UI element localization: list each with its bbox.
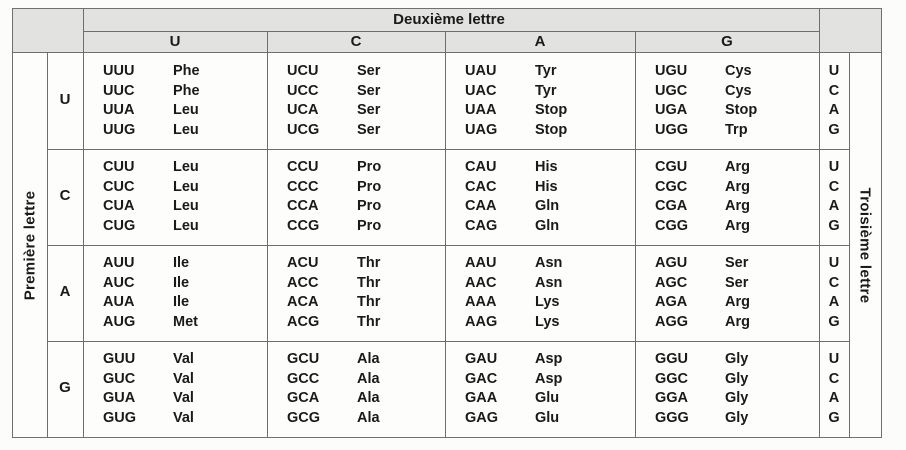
amino-acid: Gln xyxy=(535,217,560,234)
codon: GGC xyxy=(655,370,689,387)
codon: CCG xyxy=(287,217,320,234)
codon-entry xyxy=(655,121,815,141)
codon: GUU xyxy=(103,351,136,367)
codon-entry xyxy=(287,409,441,429)
amino-acid: Glu xyxy=(535,409,560,426)
codon: CUA xyxy=(103,198,135,214)
amino-acid: Leu xyxy=(173,217,199,234)
amino-acid: Ser xyxy=(357,63,381,79)
amino-acid: Ser xyxy=(725,255,749,271)
first-letter-label: Première lettre xyxy=(21,190,39,300)
first-letter-A: A xyxy=(59,283,71,300)
amino-acid: Thr xyxy=(357,313,381,330)
codon: ACA xyxy=(287,294,319,310)
amino-acid: Thr xyxy=(357,274,381,291)
amino-acid: Lys xyxy=(535,294,560,310)
codon: UCA xyxy=(287,102,319,118)
codon: CAG xyxy=(465,217,498,234)
codon-entry xyxy=(287,121,441,141)
amino-acid: Val xyxy=(173,409,194,426)
codon-entry xyxy=(103,178,263,198)
amino-acid: Gly xyxy=(725,370,749,387)
codon-entry xyxy=(287,158,441,178)
codon: GAC xyxy=(465,370,498,387)
amino-acid: Phe xyxy=(173,63,200,79)
codon-entry xyxy=(655,370,815,390)
amino-acid: Thr xyxy=(357,255,381,271)
codon-entry xyxy=(465,158,631,178)
codon-entry xyxy=(465,293,631,313)
codon: UGG xyxy=(655,121,689,138)
codon-entry xyxy=(655,389,815,409)
codon: AUA xyxy=(103,294,135,310)
codon-cell xyxy=(287,53,441,149)
codon: CCU xyxy=(287,159,319,175)
codon: UCG xyxy=(287,121,320,138)
codon-entry xyxy=(287,254,441,274)
third-letter-column xyxy=(819,53,849,149)
third-letter-label: Troisième lettre xyxy=(856,187,874,303)
third-letter-A: A xyxy=(828,390,840,406)
amino-acid: Pro xyxy=(357,178,382,195)
codon: ACU xyxy=(287,255,319,271)
third-letter-column xyxy=(819,341,849,437)
amino-acid: Pro xyxy=(357,217,382,234)
codon: CAC xyxy=(465,178,497,195)
codon-cell xyxy=(103,149,263,245)
third-letter-G: G xyxy=(828,409,840,426)
amino-acid: Asp xyxy=(535,370,563,387)
first-letter-C: C xyxy=(59,187,71,204)
codon-entry xyxy=(287,274,441,294)
second-letter-C: C xyxy=(350,33,362,50)
amino-acid: Asn xyxy=(535,255,563,271)
third-letter-G: G xyxy=(828,121,840,138)
codon-entry xyxy=(655,101,815,121)
codon-entry xyxy=(465,197,631,217)
genetic-code-table xyxy=(12,8,882,438)
codon: GAG xyxy=(465,409,499,426)
codon-entry xyxy=(287,101,441,121)
codon: CUG xyxy=(103,217,136,234)
amino-acid: Ile xyxy=(173,274,190,291)
third-letter-G: G xyxy=(828,217,840,234)
codon-entry xyxy=(287,62,441,82)
codon: GUG xyxy=(103,409,137,426)
codon-cell xyxy=(655,149,815,245)
amino-acid: Leu xyxy=(173,121,199,138)
codon: GCU xyxy=(287,351,320,367)
codon: CUU xyxy=(103,159,135,175)
codon-cell xyxy=(655,341,815,437)
codon-entry xyxy=(287,350,441,370)
amino-acid: Ile xyxy=(173,255,190,271)
codon: UCC xyxy=(287,82,319,99)
codon: AGC xyxy=(655,274,688,291)
column-divider xyxy=(445,31,446,437)
amino-acid: His xyxy=(535,159,558,175)
second-letter-A: A xyxy=(534,33,546,50)
codon-cell xyxy=(103,245,263,341)
amino-acid: Gly xyxy=(725,409,749,426)
third-letter-A: A xyxy=(828,102,840,118)
codon: GGG xyxy=(655,409,689,426)
third-letter-C: C xyxy=(828,178,840,195)
third-letter-G: G xyxy=(828,313,840,330)
amino-acid: Leu xyxy=(173,198,199,214)
amino-acid: Ser xyxy=(357,102,381,118)
third-letter-C: C xyxy=(828,370,840,387)
amino-acid: Tyr xyxy=(535,63,557,79)
codon: AAG xyxy=(465,313,498,330)
third-letter-U: U xyxy=(828,351,840,367)
codon-cell xyxy=(465,149,631,245)
codon: CGA xyxy=(655,198,688,214)
codon: CGU xyxy=(655,159,688,175)
amino-acid: Pro xyxy=(357,159,382,175)
codon-entry xyxy=(103,217,263,237)
codon-entry xyxy=(655,158,815,178)
codon-entry xyxy=(103,350,263,370)
codon-entry xyxy=(103,82,263,102)
codon-entry xyxy=(103,101,263,121)
codon-entry xyxy=(655,350,815,370)
amino-acid: Gly xyxy=(725,351,749,367)
codon: GAU xyxy=(465,351,498,367)
codon: AUG xyxy=(103,313,136,330)
codon-entry xyxy=(287,293,441,313)
amino-acid: Arg xyxy=(725,294,750,310)
codon-entry xyxy=(103,313,263,333)
codon-entry xyxy=(655,409,815,429)
codon: UAA xyxy=(465,102,497,118)
codon: AUU xyxy=(103,255,135,271)
codon: UUG xyxy=(103,121,136,138)
column-divider xyxy=(267,31,268,437)
codon-cell xyxy=(655,245,815,341)
codon-entry xyxy=(103,370,263,390)
amino-acid: Cys xyxy=(725,82,752,99)
amino-acid: Thr xyxy=(357,294,381,310)
codon-entry xyxy=(655,82,815,102)
codon: AAU xyxy=(465,255,497,271)
amino-acid: Cys xyxy=(725,63,752,79)
codon: GUC xyxy=(103,370,136,387)
codon: ACG xyxy=(287,313,320,330)
codon-entry xyxy=(655,313,815,333)
amino-acid: Val xyxy=(173,370,194,387)
codon-entry xyxy=(465,350,631,370)
third-letter-A: A xyxy=(828,198,840,214)
third-letter-label-container xyxy=(849,53,881,437)
amino-acid: Ile xyxy=(173,294,190,310)
amino-acid: Leu xyxy=(173,159,199,175)
codon-entry xyxy=(287,313,441,333)
codon-entry xyxy=(103,254,263,274)
codon: UUC xyxy=(103,82,135,99)
header-divider-line xyxy=(83,31,819,32)
codon: AGG xyxy=(655,313,689,330)
codon-entry xyxy=(287,389,441,409)
codon-entry xyxy=(465,370,631,390)
codon-entry xyxy=(465,254,631,274)
amino-acid: Gln xyxy=(535,198,560,214)
amino-acid: Ser xyxy=(357,82,381,99)
third-letter-U: U xyxy=(828,63,840,79)
codon-entry xyxy=(655,62,815,82)
codon: CAU xyxy=(465,159,497,175)
third-letter-C: C xyxy=(828,82,840,99)
codon-entry xyxy=(465,274,631,294)
codon: GCC xyxy=(287,370,320,387)
third-letter-column xyxy=(819,245,849,341)
codon: UUA xyxy=(103,102,135,118)
second-letter-title: Deuxième lettre xyxy=(393,11,505,28)
codon-entry xyxy=(287,370,441,390)
amino-acid: Trp xyxy=(725,121,748,138)
second-letter-U: U xyxy=(169,33,181,50)
codon: UAC xyxy=(465,82,497,99)
amino-acid: Gly xyxy=(725,390,749,406)
amino-acid: Ala xyxy=(357,390,380,406)
codon: UGU xyxy=(655,63,688,79)
codon: UAG xyxy=(465,121,498,138)
amino-acid: Phe xyxy=(173,82,200,99)
codon-cell xyxy=(103,341,263,437)
codon: AGA xyxy=(655,294,688,310)
codon-entry xyxy=(103,293,263,313)
codon: UAU xyxy=(465,63,497,79)
codon: UCU xyxy=(287,63,319,79)
codon: ACC xyxy=(287,274,319,291)
codon: GGA xyxy=(655,390,689,406)
amino-acid: Ala xyxy=(357,409,380,426)
vertical-rule xyxy=(849,53,850,437)
codon: GUA xyxy=(103,390,136,406)
codon: AAA xyxy=(465,294,497,310)
codon: GCG xyxy=(287,409,321,426)
codon-entry xyxy=(465,101,631,121)
codon: GGU xyxy=(655,351,689,367)
codon-cell xyxy=(287,149,441,245)
amino-acid: Ser xyxy=(725,274,749,291)
codon-cell xyxy=(103,53,263,149)
third-letter-U: U xyxy=(828,159,840,175)
codon-entry xyxy=(287,197,441,217)
codon: UGC xyxy=(655,82,688,99)
first-letter-U: U xyxy=(59,91,71,108)
amino-acid: Arg xyxy=(725,313,750,330)
amino-acid: Met xyxy=(173,313,198,330)
codon: CCA xyxy=(287,198,319,214)
codon-entry xyxy=(287,217,441,237)
codon-cell xyxy=(465,53,631,149)
amino-acid: Glu xyxy=(535,390,560,406)
codon-entry xyxy=(655,178,815,198)
amino-acid: Asp xyxy=(535,351,563,367)
third-letter-A: A xyxy=(828,294,840,310)
codon-entry xyxy=(103,158,263,178)
amino-acid: Ala xyxy=(357,370,380,387)
codon-entry xyxy=(103,197,263,217)
amino-acid: Pro xyxy=(357,198,382,214)
codon-entry xyxy=(465,313,631,333)
codon: AGU xyxy=(655,255,688,271)
codon-entry xyxy=(465,217,631,237)
codon-entry xyxy=(655,254,815,274)
amino-acid: Asn xyxy=(535,274,563,291)
codon-cell xyxy=(465,245,631,341)
codon: CGC xyxy=(655,178,688,195)
codon-entry xyxy=(465,409,631,429)
codon: CAA xyxy=(465,198,497,214)
amino-acid: Arg xyxy=(725,178,750,195)
amino-acid: Stop xyxy=(725,102,758,118)
amino-acid: Tyr xyxy=(535,82,557,99)
codon-entry xyxy=(103,62,263,82)
codon-entry xyxy=(465,121,631,141)
codon-entry xyxy=(103,121,263,141)
vertical-rule xyxy=(83,9,84,437)
codon-entry xyxy=(287,82,441,102)
codon-cell xyxy=(655,53,815,149)
third-letter-column xyxy=(819,149,849,245)
codon-entry xyxy=(655,217,815,237)
codon-cell xyxy=(465,341,631,437)
codon: CCC xyxy=(287,178,319,195)
codon: UGA xyxy=(655,102,688,118)
column-divider xyxy=(635,31,636,437)
amino-acid: Arg xyxy=(725,159,750,175)
codon: CUC xyxy=(103,178,135,195)
first-letter-G: G xyxy=(59,379,71,396)
amino-acid: Ala xyxy=(357,351,380,367)
codon-entry xyxy=(655,293,815,313)
amino-acid: Lys xyxy=(535,313,560,330)
amino-acid: Arg xyxy=(725,217,750,234)
amino-acid: Val xyxy=(173,390,194,406)
codon-entry xyxy=(103,274,263,294)
codon-entry xyxy=(655,197,815,217)
codon-entry xyxy=(287,178,441,198)
codon-cell xyxy=(287,245,441,341)
amino-acid: Stop xyxy=(535,121,568,138)
amino-acid: Arg xyxy=(725,198,750,214)
amino-acid: Val xyxy=(173,351,194,367)
third-letter-C: C xyxy=(828,274,840,291)
amino-acid: Leu xyxy=(173,102,199,118)
codon-entry xyxy=(655,274,815,294)
second-letter-G: G xyxy=(721,33,733,50)
amino-acid: Leu xyxy=(173,178,199,195)
codon: AAC xyxy=(465,274,497,291)
codon-entry xyxy=(465,82,631,102)
codon: CGG xyxy=(655,217,689,234)
codon-entry xyxy=(465,178,631,198)
codon-entry xyxy=(103,389,263,409)
codon: GAA xyxy=(465,390,498,406)
amino-acid: His xyxy=(535,178,558,195)
codon-cell xyxy=(287,341,441,437)
amino-acid: Stop xyxy=(535,102,568,118)
codon-entry xyxy=(103,409,263,429)
codon-entry xyxy=(465,389,631,409)
codon: UUU xyxy=(103,63,135,79)
codon: GCA xyxy=(287,390,320,406)
third-letter-U: U xyxy=(828,255,840,271)
codon: AUC xyxy=(103,274,135,291)
first-letter-label-container xyxy=(13,53,47,437)
amino-acid: Ser xyxy=(357,121,381,138)
codon-entry xyxy=(465,62,631,82)
